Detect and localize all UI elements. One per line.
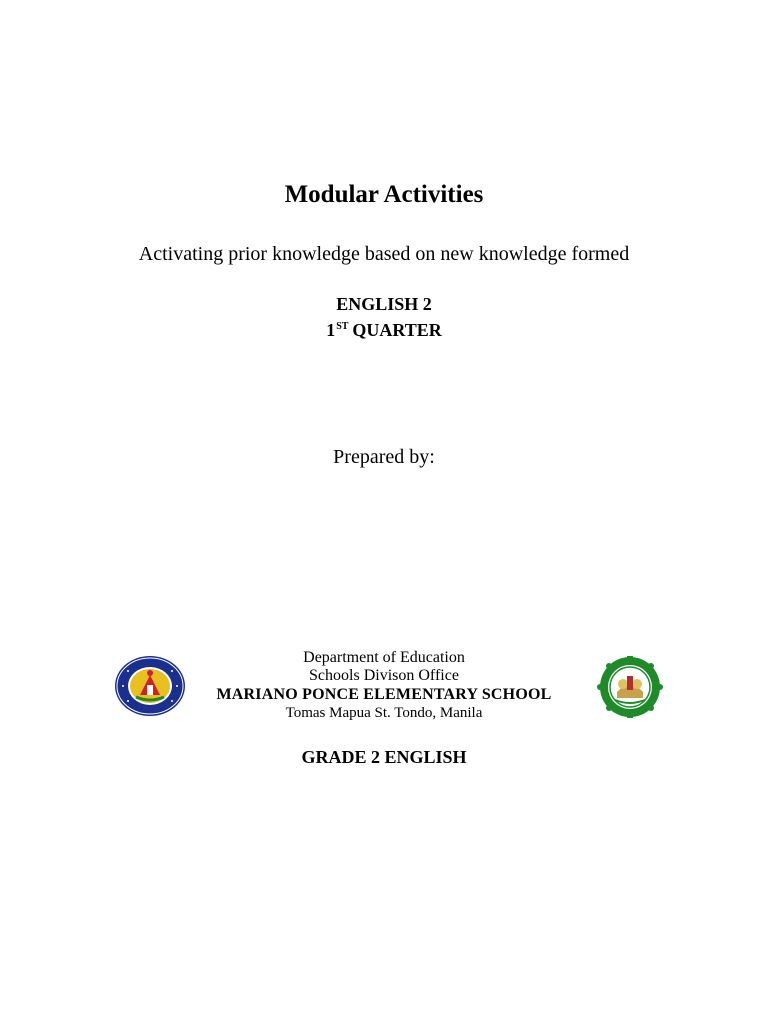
subject-label: ENGLISH 2 <box>336 294 432 314</box>
document-subtitle: Activating prior knowledge based on new knowledge formed <box>138 243 630 265</box>
school-name: MARIANO PONCE ELEMENTARY SCHOOL <box>216 686 552 703</box>
quarter-label <box>0 320 768 341</box>
mariano-ponce-school-seal-icon <box>591 656 669 718</box>
document-title: Modular Activities <box>284 181 484 208</box>
quarter-word: QUARTER <box>352 320 442 340</box>
department-name: Department of Education <box>303 649 465 666</box>
quarter-suffix: ST <box>336 321 349 332</box>
prepared-by-label: Prepared by: <box>333 446 435 468</box>
grade-label: GRADE 2 ENGLISH <box>301 747 467 767</box>
quarter-number: 1 <box>326 320 336 340</box>
division-office: Schools Divison Office <box>309 667 459 684</box>
school-address: Tomas Mapua St. Tondo, Manila <box>285 705 483 721</box>
